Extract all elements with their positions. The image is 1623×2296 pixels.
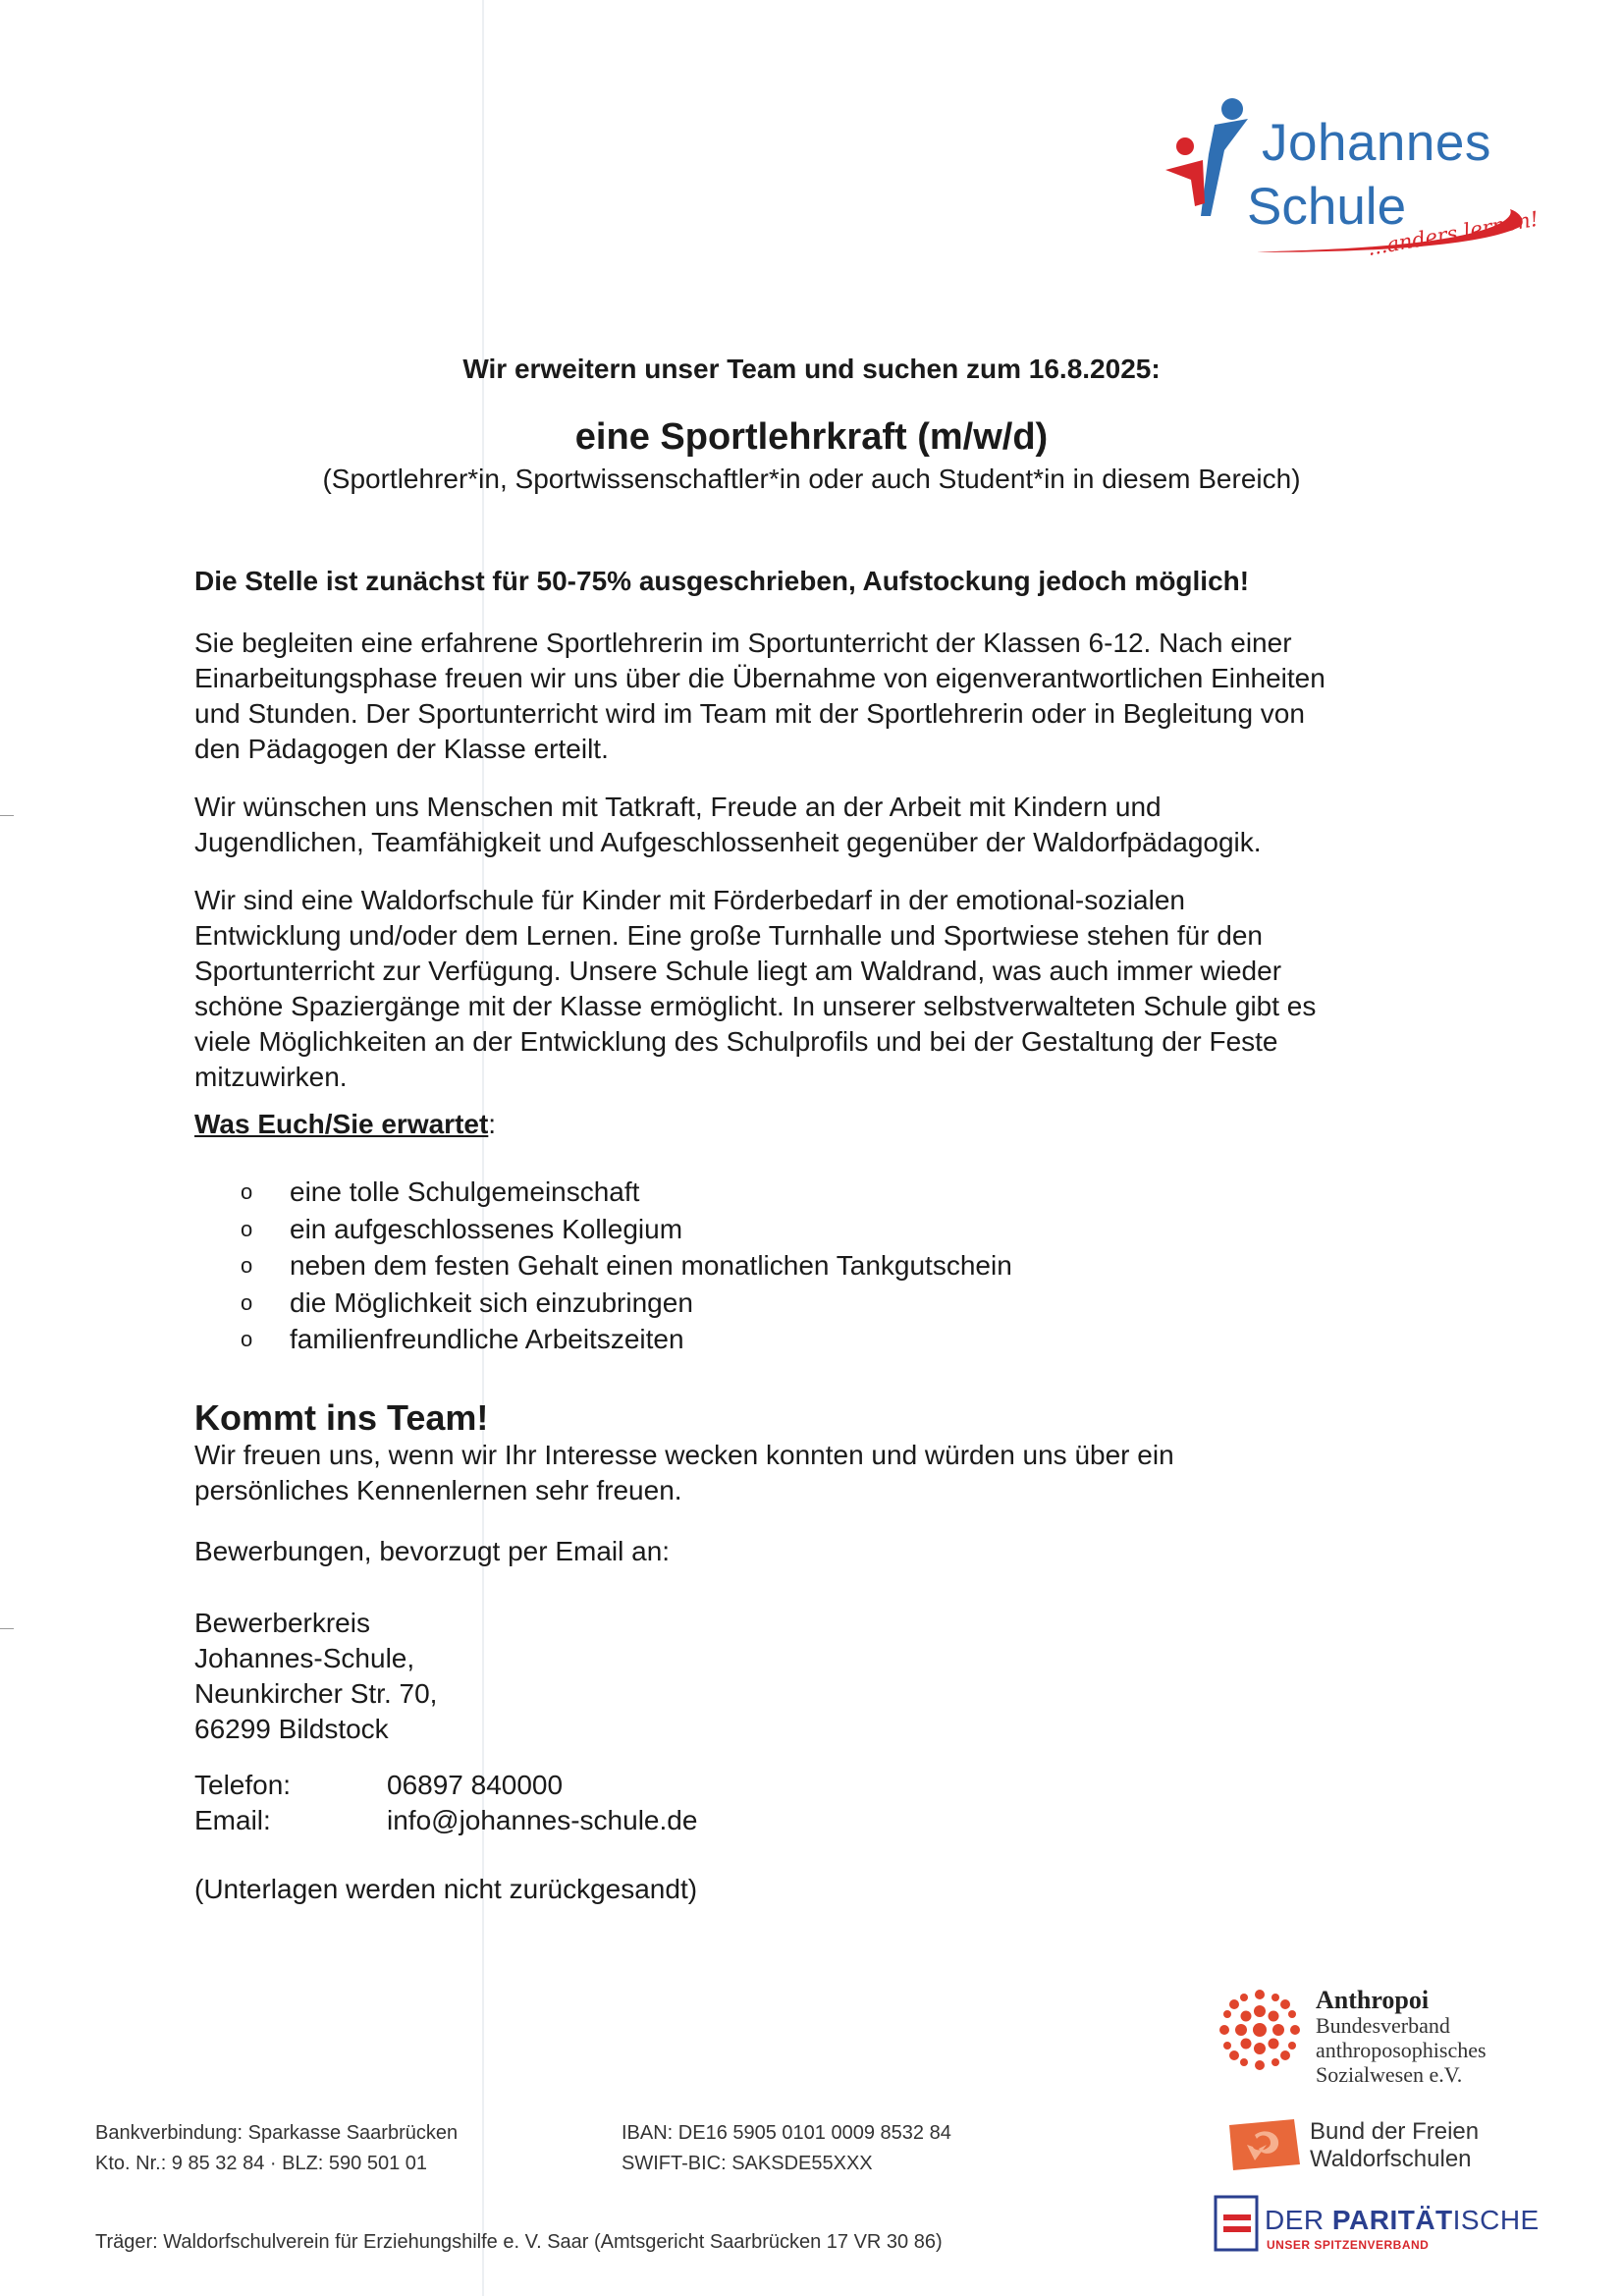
email-row — [194, 1803, 1451, 1838]
text-line: viele Möglichkeiten an der Entwicklung des Schulprofils und bei der Gestaltung der Feste — [194, 1026, 1278, 1057]
list-item — [241, 1211, 1012, 1248]
paritaet-suffix: ISCHE — [1452, 2205, 1540, 2235]
benefits-list — [241, 1174, 1012, 1358]
text-line: Jugendlichen, Teamfähigkeit und Aufgeschlossenheit gegenüber der Waldorfpädagogik. — [194, 827, 1262, 857]
bullet-icon: o — [241, 1253, 253, 1278]
anthropoi-line: Sozialwesen e.V. — [1316, 2062, 1463, 2087]
logo-text-schule: Schule — [1247, 178, 1407, 236]
contact-details — [194, 1768, 1451, 1838]
logo-text-johannes: Johannes — [1262, 114, 1491, 172]
scan-line — [482, 0, 484, 2296]
paritaet-bold: PARITÄT — [1331, 2205, 1453, 2235]
email-label: Email: — [194, 1805, 271, 1835]
intro-line: Wir erweitern unser Team und suchen zum 16.8.2025: — [462, 354, 1161, 384]
bullet-icon: o — [241, 1179, 253, 1204]
job-subtitle: (Sportlehrer*in, Sportwissenschaftler*in oder auch Student*in in diesem Bereich) — [322, 464, 1301, 494]
benefits-heading — [194, 1107, 1451, 1142]
anthropoi-line: anthroposophisches — [1316, 2038, 1487, 2062]
waldorf-text — [1310, 2118, 1479, 2173]
list-item — [241, 1285, 1012, 1322]
benefits-heading-text: Was Euch/Sie erwartet — [194, 1109, 489, 1139]
text-line: Einarbeitungsphase freuen wir uns über die Übernahme von eigenverantwortlichen Einheiten — [194, 663, 1325, 693]
waldorf-logo — [1214, 2113, 1606, 2182]
text-line: Wir sind eine Waldorfschule für Kinder mit Förderbedarf in der emotional-sozialen — [194, 885, 1185, 915]
email-address[interactable]: info@johannes-schule.de — [387, 1805, 698, 1835]
position-scope: Die Stelle ist zunächst für 50-75% ausgeschrieben, Aufstockung jedoch möglich! — [194, 566, 1250, 596]
logo-slogan: ...anders lernen! — [1365, 206, 1541, 260]
fold-mark — [0, 1628, 14, 1629]
bic-line: SWIFT-BIC: SAKSDE55XXX — [622, 2153, 873, 2174]
paritaet-sub: UNSER SPITZENVERBAND — [1267, 2238, 1430, 2252]
paritaet-prefix: DER — [1265, 2205, 1332, 2235]
paragraph-tasks — [194, 626, 1451, 767]
list-item-text: familienfreundliche Arbeitszeiten — [290, 1324, 684, 1354]
list-item-text: eine tolle Schulgemeinschaft — [290, 1176, 640, 1207]
bank-details — [95, 2118, 458, 2179]
address-line: Johannes-Schule, — [194, 1643, 415, 1673]
phone-row — [194, 1768, 1451, 1803]
anthropoi-logo — [1216, 1984, 1608, 2102]
text-line: Entwicklung und/oder dem Lernen. Eine große Turnhalle und Sportwiese stehen für den — [194, 920, 1264, 951]
paragraph-school — [194, 883, 1451, 1095]
address-line: 66299 Bildstock — [194, 1714, 389, 1744]
fold-mark — [0, 815, 14, 816]
anthropoi-icon — [1216, 1986, 1304, 2074]
text-line: mitzuwirken. — [194, 1062, 348, 1092]
list-item-text: die Möglichkeit sich einzubringen — [290, 1286, 693, 1318]
paritaet-name — [1265, 2205, 1540, 2236]
list-item-text: ein aufgeschlossenes Kollegium — [290, 1213, 683, 1244]
documents-note: (Unterlagen werden nicht zurückgesandt) — [194, 1874, 698, 1904]
school-logo — [1163, 93, 1541, 304]
address-line: Neunkircher Str. 70, — [194, 1678, 438, 1709]
paritaet-icon — [1214, 2195, 1263, 2254]
text-line: Sie begleiten eine erfahrene Sportlehrerin im Sportunterricht der Klassen 6-12. Nach einer — [194, 628, 1292, 658]
text-line: persönliches Kennenlernen sehr freuen. — [194, 1475, 682, 1505]
address-line: Bewerberkreis — [194, 1608, 370, 1638]
anthropoi-name: Anthropoi — [1316, 1986, 1430, 2014]
paritaetische-logo — [1214, 2195, 1606, 2254]
paragraph-invitation — [194, 1438, 1451, 1508]
sponsor-line: Träger: Waldorfschulverein für Erziehungshilfe e. V. Saar (Amtsgericht Saarbrücken 17 VR 30 86) — [95, 2231, 943, 2253]
list-item — [241, 1174, 1012, 1211]
call-to-action: Kommt ins Team! — [194, 1397, 489, 1438]
paragraph-profile — [194, 790, 1451, 860]
text-line: und Stunden. Der Sportunterricht wird im Team mit der Sportlehrerin oder in Begleitung von — [194, 698, 1305, 729]
job-title: eine Sportlehrkraft (m/w/d) — [574, 416, 1049, 458]
bullet-icon: o — [241, 1216, 253, 1241]
apply-line: Bewerbungen, bevorzugt per Email an: — [194, 1536, 671, 1566]
bank-line: Bankverbindung: Sparkasse Saarbrücken — [95, 2122, 459, 2144]
waldorf-line: Bund der Freien — [1310, 2118, 1480, 2145]
text-line: Sportunterricht zur Verfügung. Unsere Schule liegt am Waldrand, was auch immer wieder — [194, 956, 1282, 986]
bullet-icon: o — [241, 1289, 253, 1315]
phone-label: Telefon: — [194, 1770, 292, 1800]
postal-address — [194, 1606, 1451, 1747]
text-line: den Pädagogen der Klasse erteilt. — [194, 734, 609, 764]
benefits-heading-colon: : — [488, 1109, 497, 1139]
phone-number[interactable]: 06897 840000 — [387, 1770, 564, 1800]
list-item — [241, 1321, 1012, 1358]
text-line: Wir wünschen uns Menschen mit Tatkraft, Freude an der Arbeit mit Kindern und — [194, 792, 1162, 822]
anthropoi-text — [1316, 1988, 1487, 2087]
bullet-icon: o — [241, 1327, 253, 1351]
iban-line: IBAN: DE16 5905 0101 0009 8532 84 — [622, 2122, 951, 2144]
anthropoi-line: Bundesverband — [1316, 2013, 1450, 2038]
list-item — [241, 1247, 1012, 1285]
text-line: schöne Spaziergänge mit der Klasse ermöglicht. In unserer selbstverwalteten Schule gibt es — [194, 991, 1317, 1021]
text-line: Wir freuen uns, wenn wir Ihr Interesse wecken konnten und würden uns über ein — [194, 1440, 1174, 1470]
list-item-text: neben dem festen Gehalt einen monatlichen Tankgutschein — [290, 1250, 1012, 1281]
iban-details — [622, 2118, 951, 2179]
waldorf-icon — [1225, 2115, 1304, 2174]
waldorf-line: Waldorfschulen — [1310, 2146, 1472, 2172]
bank-line: Kto. Nr.: 9 85 32 84 · BLZ: 590 501 01 — [95, 2153, 427, 2174]
